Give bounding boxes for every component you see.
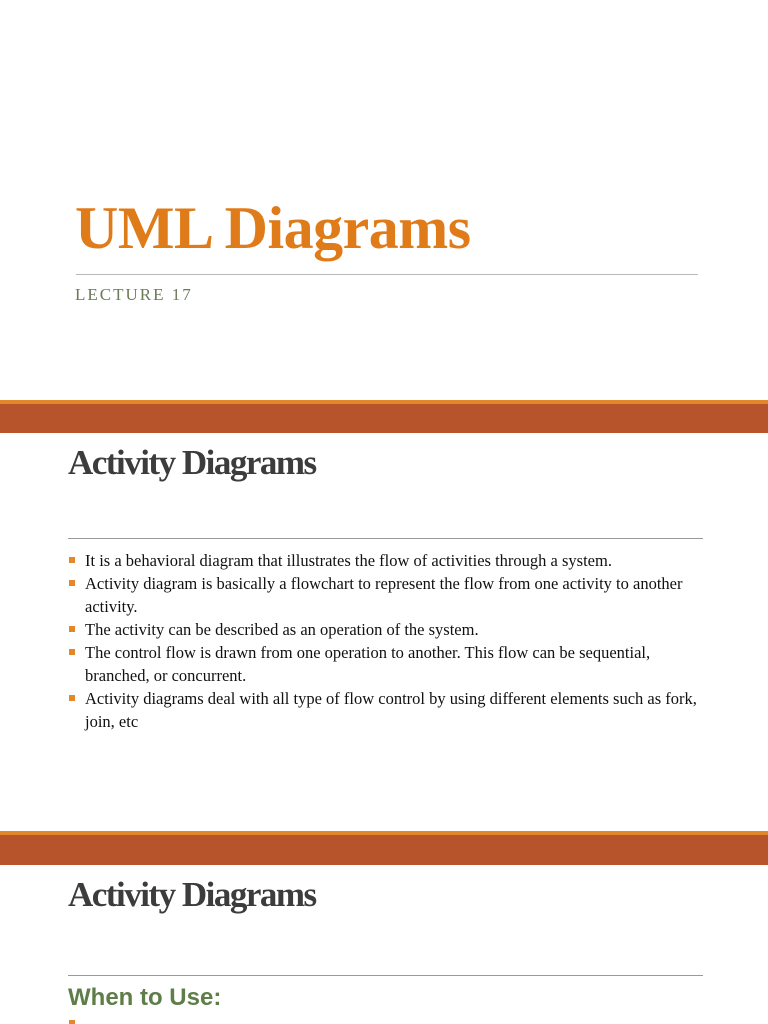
list-item [68,687,708,733]
bullet-text: The activity can be described as an operation of the system. [85,620,479,639]
square-bullet-icon [69,649,75,655]
square-bullet-icon [69,557,75,563]
square-bullet-icon [69,580,75,586]
list-item [68,572,708,618]
cut-off-text [85,1020,695,1024]
slide-heading: Activity Diagrams [68,443,316,482]
slide-separator-bar [0,831,768,865]
title-divider [76,274,698,275]
list-item [68,641,708,687]
bullet-text: Activity diagram is basically a flowchart to represent the flow from one activity to another activity. [85,574,683,616]
bullet-text: It is a behavioral diagram that illustrates the flow of activities through a system. [85,551,612,570]
square-bullet-icon [69,695,75,701]
title-slide [0,0,768,400]
slide-separator-bar [0,400,768,433]
slide-subtitle: LECTURE 17 [75,285,193,304]
heading-divider [68,538,703,539]
list-item [68,618,708,641]
activity-diagrams-when-slide [0,865,768,1024]
list-item [68,549,708,572]
bullet-list [68,549,708,733]
section-label: When to Use: [68,984,222,1011]
square-bullet-icon [69,626,75,632]
bullet-text: The control flow is drawn from one operation to another. This flow can be sequential, branched, or concurrent. [85,643,651,685]
heading-divider [68,975,703,976]
square-bullet-icon [69,1020,75,1024]
bullet-text: Activity diagrams deal with all type of flow control by using different elements such as fork, join, etc [85,689,697,731]
slide-main-title: UML Diagrams [75,195,471,261]
activity-diagrams-slide [0,433,768,831]
slide-heading: Activity Diagrams [68,875,316,914]
cut-off-bullet-line [68,1020,708,1024]
